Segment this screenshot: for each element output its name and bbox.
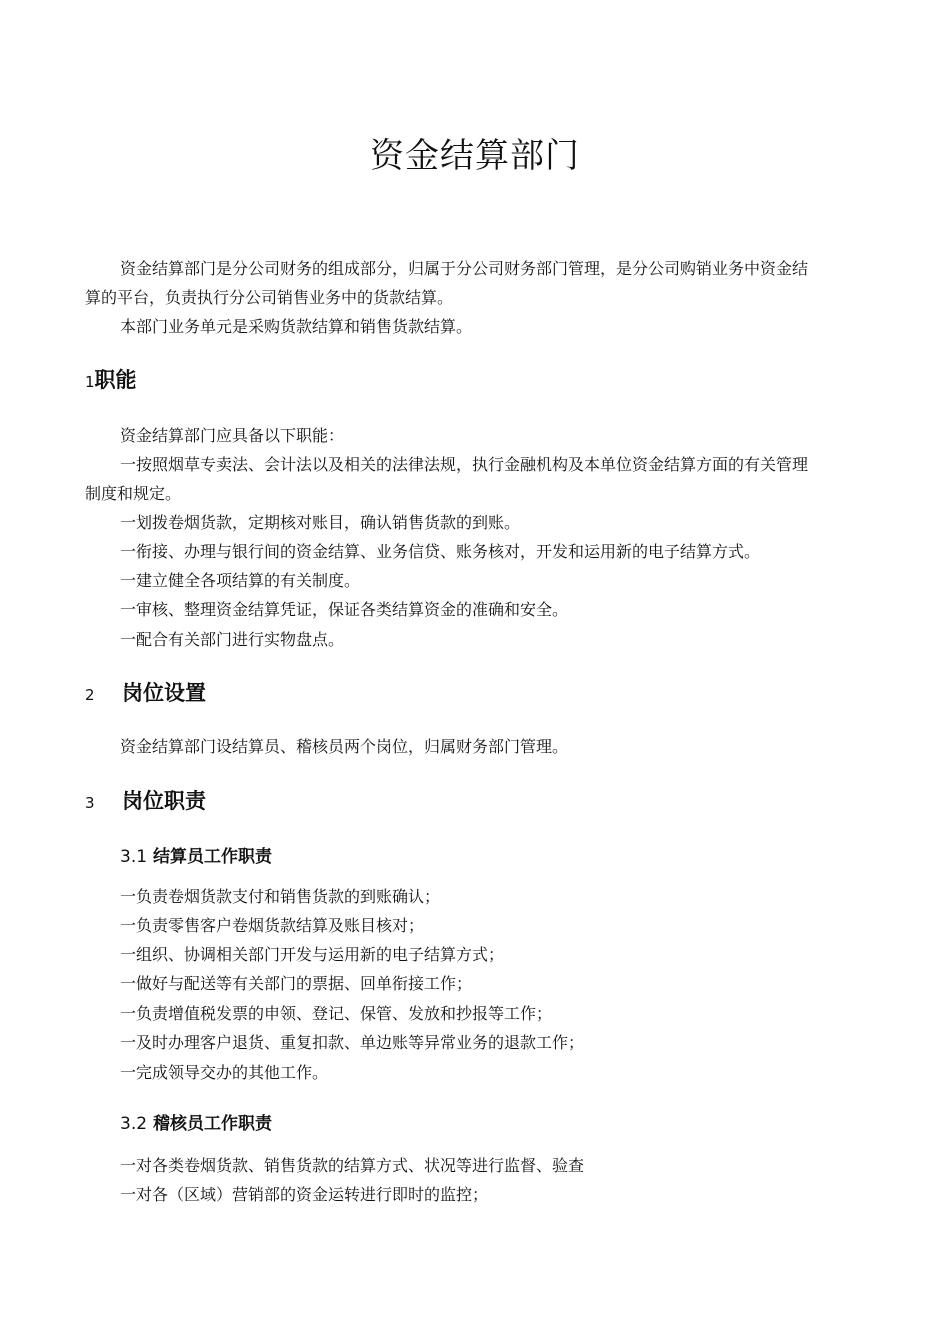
section-1-heading (85, 367, 137, 395)
subsection-3-1-item: 一做好与配送等有关部门的票据、回单衔接工作； (120, 974, 473, 993)
subsection-3-2-item: 一对各（区域）营销部的资金运转进行即时的监控； (120, 1185, 489, 1204)
subsection-3-1-item: 一组织、协调相关部门开发与运用新的电子结算方式； (120, 945, 505, 964)
intro-line-3: 本部门业务单元是采购货款结算和销售货款结算。 (120, 317, 473, 336)
document-title: 资金结算部门 (370, 136, 580, 176)
subsection-3-2-item: 一对各类卷烟货款、销售货款的结算方式、状况等进行监督、验查 (120, 1156, 585, 1175)
section-2-number: 2 (85, 686, 95, 704)
section-2-heading (85, 680, 95, 708)
section-1-item: 一建立健全各项结算的有关制度。 (120, 571, 361, 590)
subsection-3-1-item: 一完成领导交办的其他工作。 (120, 1063, 329, 1082)
section-1-item: 一衔接、办理与银行间的资金结算、业务信贷、账务核对，开发和运用新的电子结算方式。 (120, 542, 761, 561)
subsection-3-1-item: 一及时办理客户退货、重复扣款、单边账等异常业务的退款工作； (120, 1033, 585, 1052)
section-1-item: 一按照烟草专卖法、会计法以及相关的法律法规，执行金融机构及本单位资金结算方面的有关管理 (120, 455, 809, 474)
subsection-3-2-heading (120, 1113, 272, 1135)
subsection-3-1-item: 一负责卷烟货款支付和销售货款的到账确认； (120, 887, 441, 906)
section-1-item: 一审核、整理资金结算凭证，保证各类结算资金的准确和安全。 (120, 600, 569, 619)
section-1-lead: 资金结算部门应具备以下职能： (120, 426, 345, 445)
intro-line-1: 资金结算部门是分公司财务的组成部分，归属于分公司财务部门管理，是分公司购销业务中资金结 (120, 259, 809, 278)
intro-line-2: 算的平台，负责执行分公司销售业务中的货款结算。 (85, 288, 454, 307)
subsection-3-1-title: 结算员工作职责 (152, 847, 272, 867)
section-1-title: 职能 (94, 368, 137, 392)
section-2-title: 岗位设置 (122, 681, 206, 705)
section-1-item: 一配合有关部门进行实物盘点。 (120, 630, 345, 649)
section-3-heading (85, 788, 95, 816)
subsection-3-1-number: 3.1 (120, 847, 148, 867)
subsection-3-1-item: 一负责增值税发票的申领、登记、保管、发放和抄报等工作； (120, 1004, 553, 1023)
section-2-text: 资金结算部门设结算员、稽核员两个岗位，归属财务部门管理。 (120, 737, 569, 756)
subsection-3-2-number: 3.2 (120, 1114, 148, 1134)
subsection-3-1-item: 一负责零售客户卷烟货款结算及账目核对； (120, 916, 425, 935)
section-3-number: 3 (85, 794, 95, 812)
subsection-3-2-title: 稽核员工作职责 (152, 1114, 272, 1134)
section-1-item: 一划拨卷烟货款，定期核对账目，确认销售货款的到账。 (120, 513, 521, 532)
section-1-number: 1 (85, 373, 95, 391)
section-1-item: 制度和规定。 (85, 484, 182, 503)
section-3-title: 岗位职责 (122, 789, 206, 813)
subsection-3-1-heading (120, 846, 272, 868)
